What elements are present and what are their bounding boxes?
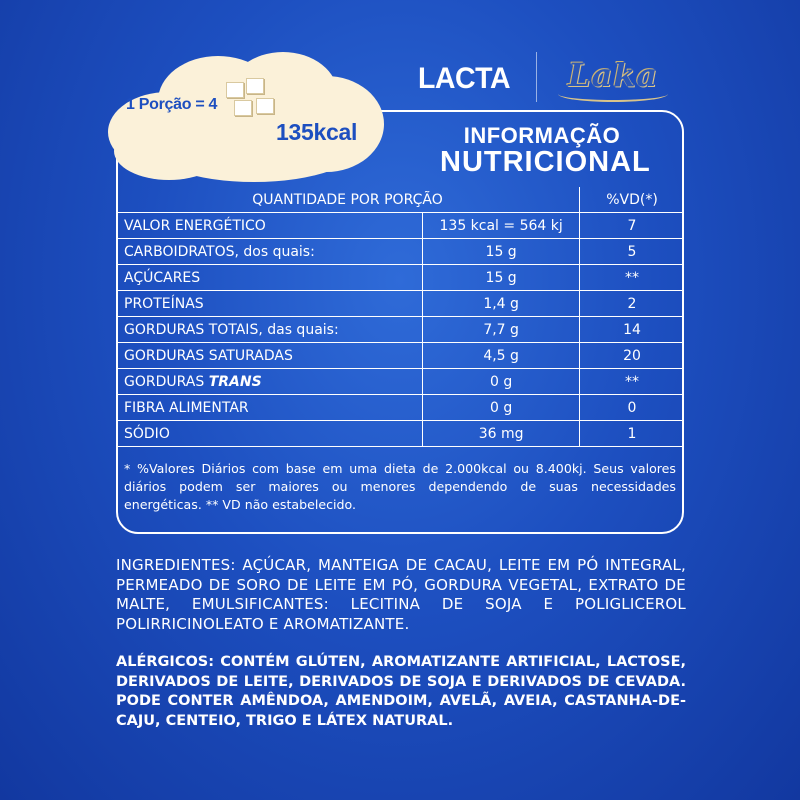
table-row xyxy=(116,421,684,447)
nutrient-qty: 4,5 g xyxy=(423,343,580,369)
nutrient-name: AÇÚCARES xyxy=(116,265,423,291)
nutrient-name: GORDURAS SATURADAS xyxy=(116,343,423,369)
chocolate-cubes-icon xyxy=(222,78,280,126)
allergens-text: ALÉRGICOS: CONTÉM GLÚTEN, AROMATIZANTE ARTIFICIAL, LACTOSE, DERIVADOS DE LEITE, DERIVADOS DE SOJA E DERIVADOS DE CEVADA. PODE CONTER AMÊNDOA, AMENDOIM, AVELÃ, AVEIA, CASTANHA-DE-CAJU, CENTEIO, TRIGO E LÁTEX NATURAL. xyxy=(116,654,686,729)
nutrient-vd: 2 xyxy=(580,291,684,317)
nutrient-vd: 14 xyxy=(580,317,684,343)
nutrient-qty: 36 mg xyxy=(423,421,580,447)
nutrient-name: VALOR ENERGÉTICO xyxy=(116,213,423,239)
laka-logo: Laka xyxy=(568,56,659,94)
nutrient-vd: 7 xyxy=(580,213,684,239)
nutrient-vd: 20 xyxy=(580,343,684,369)
title-line-2: NUTRICIONAL xyxy=(440,146,651,178)
nutrient-name: FIBRA ALIMENTAR xyxy=(116,395,423,421)
nutrient-name xyxy=(116,369,423,395)
nutrient-vd: 5 xyxy=(580,239,684,265)
nutrition-table xyxy=(116,187,684,447)
nutrient-qty: 15 g xyxy=(423,239,580,265)
table-row xyxy=(116,213,684,239)
brand-logos xyxy=(418,52,700,102)
nutrient-qty: 15 g xyxy=(423,265,580,291)
footnote: * %Valores Diários com base em uma dieta de 2.000kcal ou 8.400kj. Seus valores diários podem ser maiores ou menores dependendo de suas necessidades energéticas. ** VD não estabelecido. xyxy=(124,461,676,512)
title-line-1: INFORMAÇÃO xyxy=(463,123,621,148)
table-row xyxy=(116,369,684,395)
table-row xyxy=(116,343,684,369)
portion-label: 1 Porção = 4 xyxy=(126,96,218,113)
nutrient-qty: 0 g xyxy=(423,395,580,421)
brand-divider xyxy=(536,52,537,102)
laka-swoosh xyxy=(558,86,668,102)
table-row xyxy=(116,395,684,421)
nutrient-name-emphasis: TRANS xyxy=(208,373,262,390)
table-row xyxy=(116,239,684,265)
table-row xyxy=(116,317,684,343)
table-header-row xyxy=(116,187,684,213)
calories-label: 135kcal xyxy=(276,119,358,145)
nutrient-name: PROTEÍNAS xyxy=(116,291,423,317)
nutrient-qty: 135 kcal = 564 kj xyxy=(423,213,580,239)
table-row xyxy=(116,291,684,317)
lacta-logo: LACTA xyxy=(418,62,511,95)
ingredients-text: INGREDIENTES: AÇÚCAR, MANTEIGA DE CACAU, LEITE EM PÓ INTEGRAL, PERMEADO DE SORO DE LEITE EM PÓ, GORDURA VEGETAL, EXTRATO DE MALTE, EMULSIFICANTES: LECITINA DE SOJA E POLIGLICEROL POLIRRICINOLEATO E AROMATIZANTE. xyxy=(116,556,686,633)
nutrient-vd: 1 xyxy=(580,421,684,447)
nutrient-name: GORDURAS TOTAIS, das quais: xyxy=(116,317,423,343)
header-vd: %VD(*) xyxy=(580,187,684,213)
nutrient-vd: ** xyxy=(580,369,684,395)
nutrient-qty: 7,7 g xyxy=(423,317,580,343)
nutrient-vd: 0 xyxy=(580,395,684,421)
header-quantity: QUANTIDADE POR PORÇÃO xyxy=(116,187,580,213)
nutrient-name: SÓDIO xyxy=(116,421,423,447)
nutrient-vd: ** xyxy=(580,265,684,291)
nutrient-qty: 0 g xyxy=(423,369,580,395)
nutrient-name-base: GORDURAS xyxy=(124,373,205,390)
nutrient-qty: 1,4 g xyxy=(423,291,580,317)
nutrient-name: CARBOIDRATOS, dos quais: xyxy=(116,239,423,265)
table-row xyxy=(116,265,684,291)
